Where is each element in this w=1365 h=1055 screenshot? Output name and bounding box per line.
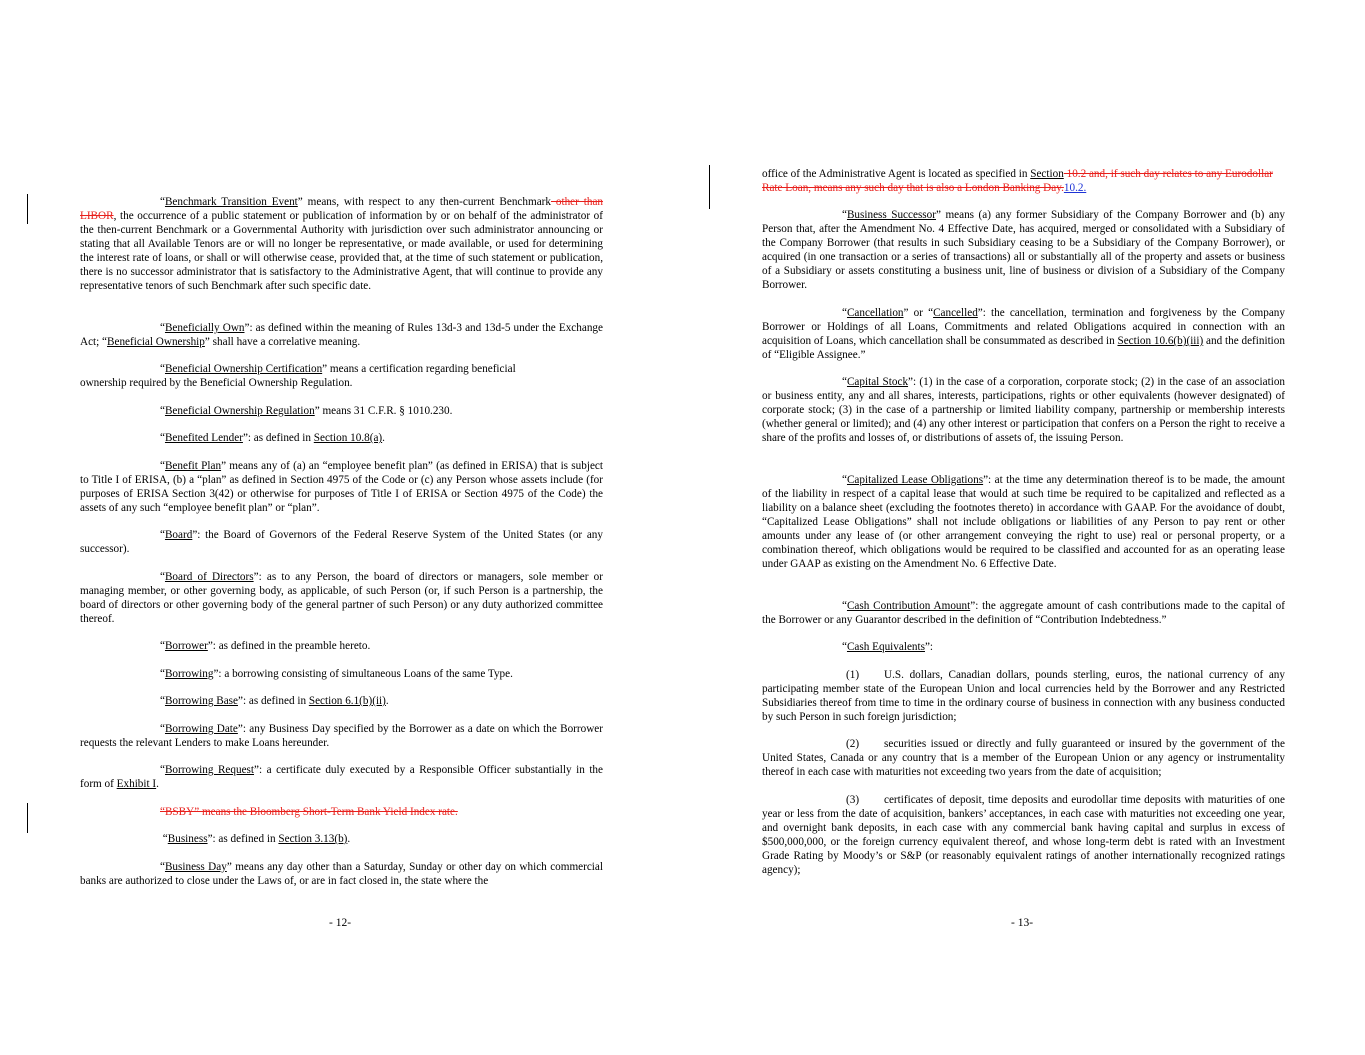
exhibit-reference: Exhibit I [116, 778, 157, 790]
definition-business: “Business”: as defined in Section 3.13(b). [160, 833, 351, 845]
definition-cash-contribution-amount: “Cash Contribution Amount”: the aggregate amount of cash contributions made to the capital of the Borrower or any Guarantor described in the definition of “Contribution Indebtedness.” [762, 600, 1285, 626]
defined-term: Borrowing [164, 668, 214, 680]
definition-business-day: “Business Day” means any day other than a Saturday, Sunday or other day on which commercial banks are authorized to close under the Laws of, or are in fact closed in, the state where the [80, 861, 603, 887]
definition-borrowing-date: “Borrowing Date”: any Business Day specified by the Borrower as a date on which the Borrower requests the relevant Lenders to make Loans hereunder. [80, 723, 603, 749]
definition-borrower: “Borrower”: as defined in the preamble hereto. [160, 640, 371, 652]
defined-term: Cash Equivalents [846, 641, 925, 653]
defined-term: Capital Stock [846, 376, 909, 388]
definition-board-of-directors: “Board of Directors”: as to any Person, the board of directors or managers, sole member or managing member, or other governing body, as applicable, of such Person (or, if such Person is a partnership, the board of directors or other governing body of the general partner of such Person) or any duty authorized committee thereof. [80, 571, 603, 625]
definition-cash-equivalents: “Cash Equivalents”: [842, 641, 934, 653]
inserted-text: 10.2. [1063, 182, 1087, 194]
defined-term: Cash Contribution Amount [846, 600, 971, 612]
defined-term: Business Successor [846, 209, 936, 221]
cash-equivalents-item-2: (2) securities issued or directly and fully guaranteed or insured by the government of the United States, Canada or any country that is a member of the European Union or any agency or instrumentality thereof in each case with maturities not exceeding two years from the date of acquisition; [762, 738, 1285, 778]
item-number: (1) [846, 669, 860, 681]
change-bar [27, 194, 28, 224]
item-number: (2) [846, 738, 860, 750]
defined-term: Borrowing Base [164, 695, 238, 707]
definition-board: “Board”: the Board of Governors of the Federal Reserve System of the United States (or any successor). [80, 529, 603, 555]
defined-term: Beneficial Ownership Certification [164, 363, 323, 375]
definition-bsby-deleted [80, 805, 603, 819]
defined-term: Cancellation [846, 307, 904, 319]
defined-term: Borrower [164, 640, 208, 652]
definition-beneficial-ownership-regulation: “Beneficial Ownership Regulation” means 31 C.F.R. § 1010.230. [160, 405, 453, 417]
section-reference: Section 10.8(a) [313, 432, 383, 444]
definition-cancellation: “Cancellation” or “Cancelled”: the cancellation, termination and forgiveness by the Company Borrower or Holdings of all Loans, Commitments and related Obligations acquired in connection with an acquisition of Loans, which cancellation shall be consummated as described in Section 10.6(b)(iii) and the definition of “Eligible Assignee.” [762, 307, 1285, 361]
definition-beneficially-own: “Beneficially Own”: as defined within the meaning of Rules 13d-3 and 13d-5 under the Exchange Act; “Beneficial Ownership” shall have a correlative meaning. [80, 322, 603, 348]
section-reference: Section 10.6(b)(iii) [1117, 335, 1204, 347]
defined-term: Business Day [164, 861, 227, 873]
definition-business-day-continued: office of the Administrative Agent is located as specified in Section 10.2 and, if such day relates to any Eurodollar Rate Loan, means any such day that is also a London Banking Day.10.2. [762, 168, 1273, 194]
change-bar [709, 165, 710, 209]
definition-borrowing: “Borrowing”: a borrowing consisting of simultaneous Loans of the same Type. [160, 668, 513, 680]
defined-term: Capitalized Lease Obligations [846, 474, 984, 486]
page-number: - 13- [1011, 917, 1034, 929]
definition-benefited-lender: “Benefited Lender”: as defined in Section 10.8(a). [160, 432, 385, 444]
defined-term: Benchmark Transition Event [164, 196, 298, 208]
definition-capitalized-lease-obligations: “Capitalized Lease Obligations”: at the time any determination thereof is to be made, the amount of the liability in respect of a capital lease that would at such time be required to be capitalized and reflected as a liability on a balance sheet (excluding the footnotes thereto) in accordance with GAAP. For the avoidance of doubt, “Capitalized Lease Obligations” shall not include obligations or liabilities of any Person to pay rent or other amounts under any lease of (or other arrangement conveying the right to use) real or personal property, or a combination thereof, which obligations would be required to be classified and accounted for as an operating lease under GAAP as existing on the Amendment No. 6 Effective Date. [762, 474, 1285, 570]
cash-equivalents-item-1: (1) U.S. dollars, Canadian dollars, pounds sterling, euros, the national currency of any participating member state of the European Union and local currencies held by the Borrower and any Restricted Subsidiaries thereof from time to time in the ordinary course of business in connection with any business conducted by such Person in such foreign jurisdiction; [762, 669, 1285, 723]
change-bar [27, 803, 28, 833]
deleted-text: other than LIBOR [80, 196, 603, 222]
definition-beneficial-ownership-certification: “Beneficial Ownership Certification” means a certification regarding beneficial ownership required by the Beneficial Ownership Regulation. [80, 363, 516, 389]
defined-term: Borrowing Date [164, 723, 238, 735]
deleted-text: “BSBY” means the Bloomberg Short-Term Bank Yield Index rate. [160, 806, 458, 818]
defined-term: Board [164, 529, 193, 541]
defined-term: Cancelled [933, 307, 978, 319]
defined-term: Benefit Plan [164, 460, 222, 472]
section-reference: Section 3.13(b) [278, 833, 348, 845]
defined-term: Beneficial Ownership Regulation [164, 405, 315, 417]
definition-benchmark-transition-event: “Benchmark Transition Event” means, with respect to any then-current Benchmark other than LIBOR, the occurrence of a public statement or publication of information by or on behalf of the administrator of the then-current Benchmark or a Governmental Authority with jurisdiction over such administrator announcing or stating that all Available Tenors are or will no longer be representative, or made available, or used for determining the interest rate of loans, or shall or will otherwise cease, provided that, at the time of such statement or publication, there is no successor administrator that is satisfactory to the Administrative Agent, that will continue to provide any representative tenors of such Benchmark after such specific date. [80, 196, 603, 292]
definition-business-successor: “Business Successor” means (a) any former Subsidiary of the Company Borrower and (b) any Person that, after the Amendment No. 4 Effective Date, has acquired, merged or consolidated with a Subsidiary of the Company Borrower (that results in such Subsidiary ceasing to be a Subsidiary of the Company Borrower), or acquired (in one transaction or a series of transactions) all or substantially all of the property and assets or business of a Subsidiary or assets constituting a business unit, line of business or division of a Subsidiary of the Company Borrower. [762, 209, 1285, 291]
page-number: - 12- [329, 917, 352, 929]
section-reference: Section 6.1(b)(ii) [308, 695, 386, 707]
defined-term: Business [167, 833, 208, 845]
item-number: (3) [846, 794, 860, 806]
deleted-text: 10.2 and, if such day relates to any Eurodollar Rate Loan, means any such day that is also a London Banking Day. [762, 168, 1273, 194]
defined-term: Board of Directors [164, 571, 254, 583]
definition-capital-stock: “Capital Stock”: (1) in the case of a corporation, corporate stock; (2) in the case of an association or business entity, any and all shares, interests, participations, rights or other equivalents (however designated) of corporate stock; (3) in the case of a partnership or limited liability company, partnership or membership interests (whether general or limited); and (4) any other interest or participation that confers on a Person the right to receive a share of the profits and losses of, or distributions of assets of, the issuing Person. [762, 376, 1286, 444]
definition-borrowing-request: “Borrowing Request”: a certificate duly executed by a Responsible Officer substantially in the form of Exhibit I. [80, 764, 603, 790]
definition-benefit-plan: “Benefit Plan” means any of (a) an “employee benefit plan” (as defined in ERISA) that is subject to Title I of ERISA, (b) a “plan” as defined in Section 4975 of the Code or (c) any Person whose assets include (for purposes of ERISA Section 3(42) or otherwise for purposes of Title I of ERISA or Section 4975 of the Code) the assets of any such “employee benefit plan” or “plan”. [80, 460, 603, 514]
definition-borrowing-base: “Borrowing Base”: as defined in Section 6.1(b)(ii). [160, 695, 389, 707]
defined-term: Benefited Lender [164, 432, 243, 444]
cash-equivalents-item-3: (3) certificates of deposit, time deposits and eurodollar time deposits with maturities of one year or less from the date of acquisition, bankers’ acceptances, in each case with maturities not exceeding one year, and overnight bank deposits, in each case with any commercial bank having capital and surplus in excess of $500,000,000, or the foreign currency equivalent thereof, and whose long-term debt is rated with an Investment Grade Rating by Moody’s or S&P (or reasonably equivalent ratings of another internationally recognized ratings agency); [762, 794, 1285, 876]
defined-term: Borrowing Request [164, 764, 255, 776]
section-reference: Section [1030, 168, 1064, 180]
defined-term: Beneficially Own [164, 322, 245, 334]
defined-term: Beneficial Ownership [107, 336, 205, 348]
